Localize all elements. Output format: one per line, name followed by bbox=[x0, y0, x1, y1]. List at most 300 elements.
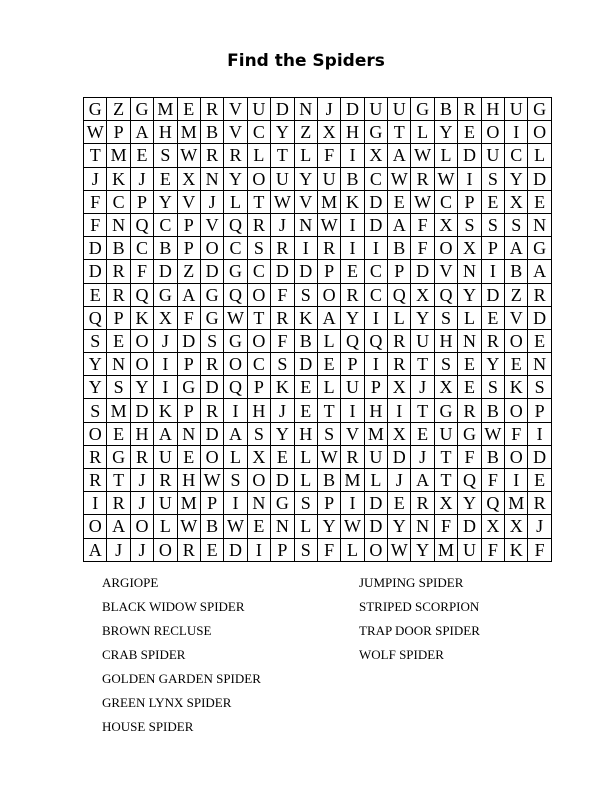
grid-cell: N bbox=[458, 260, 481, 283]
grid-cell: J bbox=[271, 213, 294, 236]
grid-cell: F bbox=[130, 260, 153, 283]
grid-cell: J bbox=[411, 445, 434, 468]
grid-cell: O bbox=[247, 329, 270, 352]
grid-cell: E bbox=[458, 376, 481, 399]
grid-cell: P bbox=[528, 399, 551, 422]
grid-cell: U bbox=[434, 422, 457, 445]
grid-cell: W bbox=[434, 167, 457, 190]
grid-cell: S bbox=[84, 329, 107, 352]
grid-cell: H bbox=[177, 469, 200, 492]
grid-cell: C bbox=[505, 144, 528, 167]
grid-cell: J bbox=[317, 98, 340, 121]
grid-cell: Y bbox=[294, 167, 317, 190]
grid-cell: Q bbox=[224, 376, 247, 399]
grid-row bbox=[84, 469, 552, 492]
grid-cell: S bbox=[271, 353, 294, 376]
grid-cell: P bbox=[177, 399, 200, 422]
grid-cell: D bbox=[271, 98, 294, 121]
grid-cell: Q bbox=[130, 213, 153, 236]
grid-cell: D bbox=[84, 260, 107, 283]
grid-cell: S bbox=[458, 213, 481, 236]
grid-cell: A bbox=[84, 538, 107, 561]
grid-cell: M bbox=[434, 538, 457, 561]
grid-cell: E bbox=[154, 167, 177, 190]
grid-cell: K bbox=[505, 538, 528, 561]
grid-cell: Q bbox=[84, 306, 107, 329]
grid-cell: L bbox=[388, 306, 411, 329]
grid-cell: W bbox=[388, 167, 411, 190]
grid-cell: U bbox=[341, 376, 364, 399]
grid-cell: J bbox=[130, 538, 153, 561]
grid-cell: E bbox=[84, 283, 107, 306]
grid-cell: L bbox=[224, 445, 247, 468]
grid-cell: E bbox=[107, 329, 130, 352]
grid-cell: C bbox=[247, 260, 270, 283]
grid-cell: P bbox=[247, 376, 270, 399]
grid-cell: U bbox=[271, 167, 294, 190]
grid-cell: F bbox=[458, 445, 481, 468]
grid-cell: O bbox=[505, 399, 528, 422]
grid-cell: O bbox=[247, 469, 270, 492]
grid-cell: Y bbox=[271, 422, 294, 445]
grid-cell: E bbox=[388, 492, 411, 515]
grid-row bbox=[84, 121, 552, 144]
grid-cell: R bbox=[388, 353, 411, 376]
grid-cell: O bbox=[434, 237, 457, 260]
grid-cell: U bbox=[458, 538, 481, 561]
grid-cell: S bbox=[224, 469, 247, 492]
grid-cell: E bbox=[341, 260, 364, 283]
grid-cell: H bbox=[434, 329, 457, 352]
grid-cell: W bbox=[411, 144, 434, 167]
grid-cell: B bbox=[481, 399, 504, 422]
grid-row bbox=[84, 167, 552, 190]
word-list-item: BLACK WIDOW SPIDER bbox=[102, 599, 245, 614]
grid-cell: D bbox=[364, 190, 387, 213]
grid-cell: H bbox=[364, 399, 387, 422]
grid-cell: X bbox=[434, 492, 457, 515]
grid-cell: J bbox=[107, 538, 130, 561]
grid-cell: A bbox=[154, 422, 177, 445]
grid-cell: G bbox=[528, 237, 551, 260]
grid-cell: D bbox=[84, 237, 107, 260]
grid-cell: N bbox=[177, 422, 200, 445]
grid-cell: P bbox=[107, 306, 130, 329]
grid-cell: E bbox=[317, 353, 340, 376]
grid-cell: I bbox=[341, 492, 364, 515]
grid-cell: W bbox=[224, 306, 247, 329]
grid-cell: B bbox=[200, 121, 223, 144]
grid-cell: J bbox=[411, 376, 434, 399]
grid-cell: P bbox=[177, 353, 200, 376]
grid-cell: X bbox=[317, 121, 340, 144]
grid-cell: F bbox=[528, 538, 551, 561]
grid-cell: R bbox=[130, 445, 153, 468]
grid-cell: N bbox=[458, 329, 481, 352]
grid-cell: W bbox=[341, 515, 364, 538]
grid-cell: E bbox=[458, 121, 481, 144]
grid-cell: U bbox=[481, 144, 504, 167]
grid-cell: I bbox=[458, 167, 481, 190]
grid-cell: C bbox=[434, 190, 457, 213]
grid-cell: E bbox=[388, 190, 411, 213]
grid-cell: F bbox=[177, 306, 200, 329]
grid-cell: F bbox=[271, 329, 294, 352]
grid-cell: I bbox=[154, 376, 177, 399]
grid-cell: H bbox=[294, 422, 317, 445]
grid-cell: P bbox=[130, 190, 153, 213]
grid-row bbox=[84, 422, 552, 445]
word-list-item: GOLDEN GARDEN SPIDER bbox=[102, 671, 261, 686]
grid-cell: B bbox=[294, 329, 317, 352]
grid-cell: O bbox=[200, 237, 223, 260]
grid-cell: P bbox=[317, 492, 340, 515]
grid-cell: D bbox=[411, 260, 434, 283]
grid-cell: Y bbox=[481, 353, 504, 376]
grid-cell: O bbox=[130, 329, 153, 352]
grid-cell: Z bbox=[107, 98, 130, 121]
word-list-item: CRAB SPIDER bbox=[102, 647, 186, 662]
grid-cell: L bbox=[341, 538, 364, 561]
grid-cell: I bbox=[505, 469, 528, 492]
grid-cell: R bbox=[107, 492, 130, 515]
grid-cell: O bbox=[317, 283, 340, 306]
grid-cell: X bbox=[247, 445, 270, 468]
grid-cell: P bbox=[364, 376, 387, 399]
grid-cell: D bbox=[271, 469, 294, 492]
grid-cell: C bbox=[364, 283, 387, 306]
grid-cell: T bbox=[271, 144, 294, 167]
grid-cell: S bbox=[434, 306, 457, 329]
grid-cell: A bbox=[505, 237, 528, 260]
grid-cell: T bbox=[247, 306, 270, 329]
grid-cell: K bbox=[341, 190, 364, 213]
grid-cell: E bbox=[294, 399, 317, 422]
grid-cell: U bbox=[505, 98, 528, 121]
grid-cell: Q bbox=[481, 492, 504, 515]
grid-cell: H bbox=[154, 121, 177, 144]
grid-cell: N bbox=[247, 492, 270, 515]
grid-cell: E bbox=[294, 376, 317, 399]
grid-cell: O bbox=[247, 167, 270, 190]
grid-cell: D bbox=[481, 283, 504, 306]
grid-cell: U bbox=[317, 167, 340, 190]
grid-cell: F bbox=[84, 190, 107, 213]
grid-cell: L bbox=[154, 515, 177, 538]
grid-cell: E bbox=[481, 306, 504, 329]
grid-cell: L bbox=[224, 190, 247, 213]
grid-cell: D bbox=[458, 144, 481, 167]
grid-cell: A bbox=[317, 306, 340, 329]
grid-cell: U bbox=[411, 329, 434, 352]
grid-cell: L bbox=[528, 144, 551, 167]
grid-cell: S bbox=[200, 329, 223, 352]
grid-cell: Y bbox=[271, 121, 294, 144]
grid-cell: O bbox=[130, 515, 153, 538]
grid-cell: M bbox=[177, 121, 200, 144]
grid-cell: G bbox=[200, 306, 223, 329]
grid-cell: D bbox=[364, 213, 387, 236]
grid-cell: R bbox=[341, 283, 364, 306]
grid-cell: W bbox=[411, 190, 434, 213]
grid-cell: F bbox=[84, 213, 107, 236]
grid-cell: A bbox=[177, 283, 200, 306]
grid-cell: O bbox=[528, 121, 551, 144]
grid-cell: S bbox=[434, 353, 457, 376]
grid-cell: S bbox=[481, 376, 504, 399]
grid-cell: P bbox=[341, 353, 364, 376]
grid-cell: L bbox=[434, 144, 457, 167]
grid-cell: O bbox=[154, 538, 177, 561]
grid-cell: C bbox=[130, 237, 153, 260]
grid-cell: N bbox=[294, 98, 317, 121]
grid-cell: D bbox=[200, 260, 223, 283]
grid-cell: G bbox=[434, 399, 457, 422]
grid-cell: V bbox=[505, 306, 528, 329]
grid-cell: I bbox=[341, 213, 364, 236]
grid-cell: U bbox=[154, 445, 177, 468]
grid-cell: R bbox=[224, 144, 247, 167]
grid-cell: X bbox=[177, 167, 200, 190]
grid-cell: X bbox=[458, 237, 481, 260]
grid-cell: Y bbox=[388, 515, 411, 538]
grid-cell: I bbox=[364, 306, 387, 329]
grid-cell: E bbox=[247, 515, 270, 538]
grid-cell: N bbox=[528, 213, 551, 236]
grid-cell: F bbox=[481, 469, 504, 492]
grid-cell: E bbox=[528, 469, 551, 492]
grid-cell: E bbox=[528, 329, 551, 352]
grid-cell: F bbox=[481, 538, 504, 561]
word-list-item: ARGIOPE bbox=[102, 575, 159, 590]
grid-cell: N bbox=[528, 353, 551, 376]
grid-cell: Y bbox=[505, 167, 528, 190]
grid-cell: Y bbox=[411, 538, 434, 561]
grid-cell: X bbox=[481, 515, 504, 538]
grid-cell: S bbox=[294, 492, 317, 515]
grid-cell: B bbox=[434, 98, 457, 121]
grid-cell: B bbox=[107, 237, 130, 260]
grid-row bbox=[84, 353, 552, 376]
grid-cell: S bbox=[294, 538, 317, 561]
grid-cell: Q bbox=[130, 283, 153, 306]
grid-cell: R bbox=[458, 399, 481, 422]
grid-cell: N bbox=[294, 213, 317, 236]
grid-cell: G bbox=[200, 283, 223, 306]
grid-cell: R bbox=[317, 237, 340, 260]
grid-cell: U bbox=[364, 98, 387, 121]
grid-cell: R bbox=[388, 329, 411, 352]
grid-cell: R bbox=[177, 538, 200, 561]
grid-cell: W bbox=[177, 144, 200, 167]
grid-cell: S bbox=[528, 376, 551, 399]
grid-cell: E bbox=[505, 353, 528, 376]
grid-cell: Y bbox=[84, 353, 107, 376]
grid-cell: T bbox=[84, 144, 107, 167]
grid-cell: N bbox=[107, 353, 130, 376]
grid-cell: B bbox=[317, 469, 340, 492]
grid-cell: Y bbox=[154, 190, 177, 213]
grid-cell: H bbox=[247, 399, 270, 422]
grid-cell: G bbox=[271, 492, 294, 515]
grid-cell: J bbox=[388, 469, 411, 492]
grid-cell: G bbox=[364, 121, 387, 144]
grid-cell: Q bbox=[388, 283, 411, 306]
page-title: Find the Spiders bbox=[227, 51, 385, 71]
grid-cell: R bbox=[107, 283, 130, 306]
grid-cell: A bbox=[224, 422, 247, 445]
grid-cell: Q bbox=[364, 329, 387, 352]
grid-cell: R bbox=[200, 353, 223, 376]
grid-cell: Y bbox=[434, 121, 457, 144]
grid-cell: Q bbox=[224, 283, 247, 306]
grid-cell: D bbox=[271, 260, 294, 283]
grid-cell: R bbox=[341, 445, 364, 468]
grid-cell: U bbox=[154, 492, 177, 515]
grid-cell: E bbox=[200, 538, 223, 561]
grid-cell: O bbox=[481, 121, 504, 144]
grid-cell: X bbox=[388, 376, 411, 399]
grid-cell: L bbox=[411, 121, 434, 144]
grid-cell: E bbox=[411, 422, 434, 445]
grid-cell: A bbox=[388, 144, 411, 167]
grid-cell: E bbox=[130, 144, 153, 167]
grid-cell: S bbox=[481, 167, 504, 190]
grid-cell: S bbox=[107, 376, 130, 399]
grid-cell: R bbox=[271, 237, 294, 260]
grid-cell: U bbox=[247, 98, 270, 121]
grid-cell: X bbox=[505, 515, 528, 538]
grid-cell: I bbox=[364, 237, 387, 260]
grid-cell: K bbox=[154, 399, 177, 422]
grid-cell: K bbox=[271, 376, 294, 399]
grid-cell: T bbox=[434, 445, 457, 468]
grid-cell: D bbox=[528, 306, 551, 329]
grid-cell: I bbox=[341, 399, 364, 422]
grid-row bbox=[84, 260, 552, 283]
grid-cell: V bbox=[294, 190, 317, 213]
grid-cell: L bbox=[364, 469, 387, 492]
grid-row bbox=[84, 399, 552, 422]
grid-cell: R bbox=[84, 445, 107, 468]
grid-cell: W bbox=[200, 469, 223, 492]
grid-cell: D bbox=[294, 260, 317, 283]
word-list-left bbox=[102, 575, 261, 743]
grid-cell: M bbox=[107, 144, 130, 167]
grid-cell: J bbox=[200, 190, 223, 213]
grid-cell: D bbox=[458, 515, 481, 538]
grid-cell: I bbox=[224, 399, 247, 422]
grid-cell: I bbox=[364, 353, 387, 376]
grid-cell: Y bbox=[84, 376, 107, 399]
grid-cell: I bbox=[84, 492, 107, 515]
grid-cell: C bbox=[364, 260, 387, 283]
grid-cell: X bbox=[154, 306, 177, 329]
grid-cell: E bbox=[528, 190, 551, 213]
grid-cell: X bbox=[411, 283, 434, 306]
grid-cell: F bbox=[271, 283, 294, 306]
grid-cell: S bbox=[247, 237, 270, 260]
word-list-item: STRIPED SCORPION bbox=[359, 599, 480, 614]
grid-cell: I bbox=[247, 538, 270, 561]
grid-cell: H bbox=[341, 121, 364, 144]
grid-cell: V bbox=[224, 98, 247, 121]
word-list-item: JUMPING SPIDER bbox=[359, 575, 464, 590]
grid-cell: Q bbox=[341, 329, 364, 352]
grid-cell: L bbox=[294, 469, 317, 492]
grid-cell: L bbox=[247, 144, 270, 167]
grid-cell: G bbox=[107, 445, 130, 468]
grid-cell: G bbox=[84, 98, 107, 121]
grid-cell: L bbox=[317, 376, 340, 399]
grid-cell: Q bbox=[224, 213, 247, 236]
grid-cell: O bbox=[130, 353, 153, 376]
grid-cell: T bbox=[247, 190, 270, 213]
grid-cell: A bbox=[388, 213, 411, 236]
grid-cell: Y bbox=[458, 492, 481, 515]
grid-cell: O bbox=[247, 283, 270, 306]
grid-cell: P bbox=[177, 213, 200, 236]
grid-cell: J bbox=[84, 167, 107, 190]
grid-cell: J bbox=[130, 492, 153, 515]
grid-cell: Q bbox=[434, 283, 457, 306]
grid-cell: C bbox=[247, 353, 270, 376]
grid-row bbox=[84, 329, 552, 352]
grid-cell: S bbox=[84, 399, 107, 422]
grid-cell: X bbox=[434, 213, 457, 236]
grid-cell: R bbox=[200, 399, 223, 422]
grid-cell: C bbox=[247, 121, 270, 144]
grid-cell: G bbox=[130, 98, 153, 121]
grid-cell: R bbox=[458, 98, 481, 121]
grid-cell: O bbox=[84, 422, 107, 445]
grid-cell: S bbox=[294, 283, 317, 306]
grid-cell: N bbox=[107, 213, 130, 236]
grid-cell: G bbox=[528, 98, 551, 121]
grid-cell: C bbox=[224, 237, 247, 260]
grid-cell: U bbox=[364, 445, 387, 468]
grid-cell: D bbox=[177, 329, 200, 352]
grid-cell: N bbox=[271, 515, 294, 538]
grid-cell: W bbox=[177, 515, 200, 538]
grid-cell: R bbox=[84, 469, 107, 492]
word-search-grid bbox=[83, 97, 552, 562]
grid-cell: V bbox=[177, 190, 200, 213]
grid-cell: C bbox=[107, 190, 130, 213]
grid-cell: L bbox=[294, 515, 317, 538]
grid-cell: D bbox=[364, 515, 387, 538]
grid-row bbox=[84, 237, 552, 260]
grid-cell: O bbox=[505, 445, 528, 468]
grid-cell: G bbox=[411, 98, 434, 121]
grid-cell: T bbox=[388, 121, 411, 144]
grid-cell: O bbox=[224, 353, 247, 376]
grid-cell: B bbox=[481, 445, 504, 468]
grid-cell: B bbox=[200, 515, 223, 538]
grid-row bbox=[84, 376, 552, 399]
grid-cell: I bbox=[528, 422, 551, 445]
grid-cell: F bbox=[411, 213, 434, 236]
grid-cell: O bbox=[200, 445, 223, 468]
grid-row bbox=[84, 190, 552, 213]
grid-cell: W bbox=[84, 121, 107, 144]
grid-cell: L bbox=[294, 445, 317, 468]
grid-cell: R bbox=[200, 98, 223, 121]
grid-cell: T bbox=[434, 469, 457, 492]
grid-cell: K bbox=[505, 376, 528, 399]
grid-cell: J bbox=[154, 329, 177, 352]
grid-cell: D bbox=[200, 422, 223, 445]
